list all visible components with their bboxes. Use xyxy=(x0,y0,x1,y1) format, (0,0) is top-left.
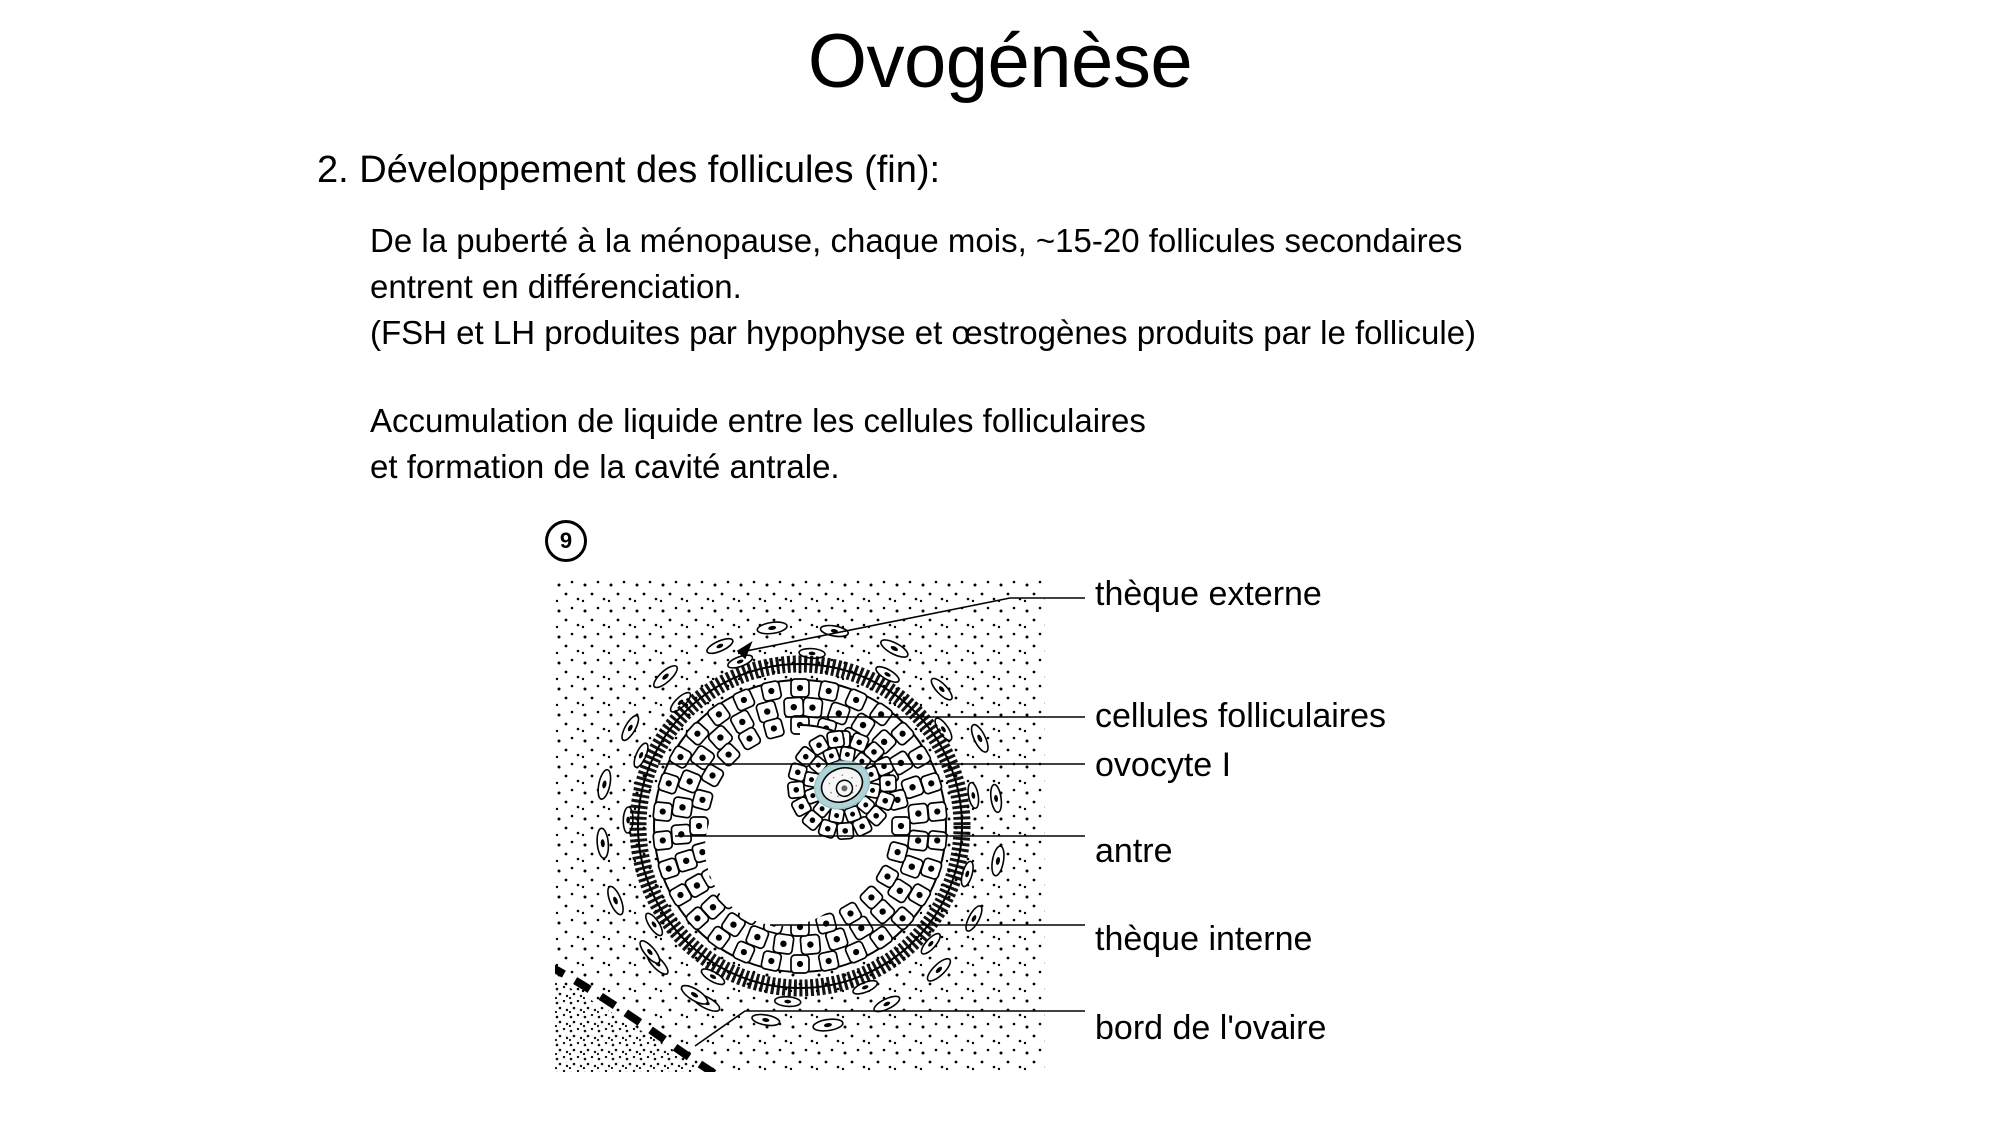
callout-antre: antre xyxy=(1095,832,1173,870)
paragraph-line: Accumulation de liquide entre les cellules folliculaires xyxy=(370,402,1146,439)
callout-cellules-folliculaires: cellules folliculaires xyxy=(1095,697,1387,735)
paragraph-line: De la puberté à la ménopause, chaque mois, ~15-20 follicules secondaires xyxy=(370,222,1463,259)
callout-ovocyte-i: ovocyte I xyxy=(1095,746,1232,784)
figure-number-badge: 9 xyxy=(545,520,587,562)
callout-bord-ovaire: bord de l'ovaire xyxy=(1095,1009,1327,1047)
follicle-diagram xyxy=(555,580,1045,1072)
paragraph-follicules xyxy=(370,218,1476,356)
page-title: Ovogénèse xyxy=(807,19,1193,104)
paragraph-line: entrent en différenciation. xyxy=(370,268,742,305)
paragraph-line: (FSH et LH produites par hypophyse et œstrogènes produits par le follicule) xyxy=(370,314,1477,351)
diagram-body xyxy=(555,580,1045,1072)
section-heading: 2. Développement des follicules (fin): xyxy=(317,149,941,191)
paragraph-line: et formation de la cavité antrale. xyxy=(370,448,840,485)
callout-theque-interne: thèque interne xyxy=(1095,920,1313,958)
paragraph-antrale xyxy=(370,398,1146,490)
callout-theque-externe: thèque externe xyxy=(1095,575,1322,613)
